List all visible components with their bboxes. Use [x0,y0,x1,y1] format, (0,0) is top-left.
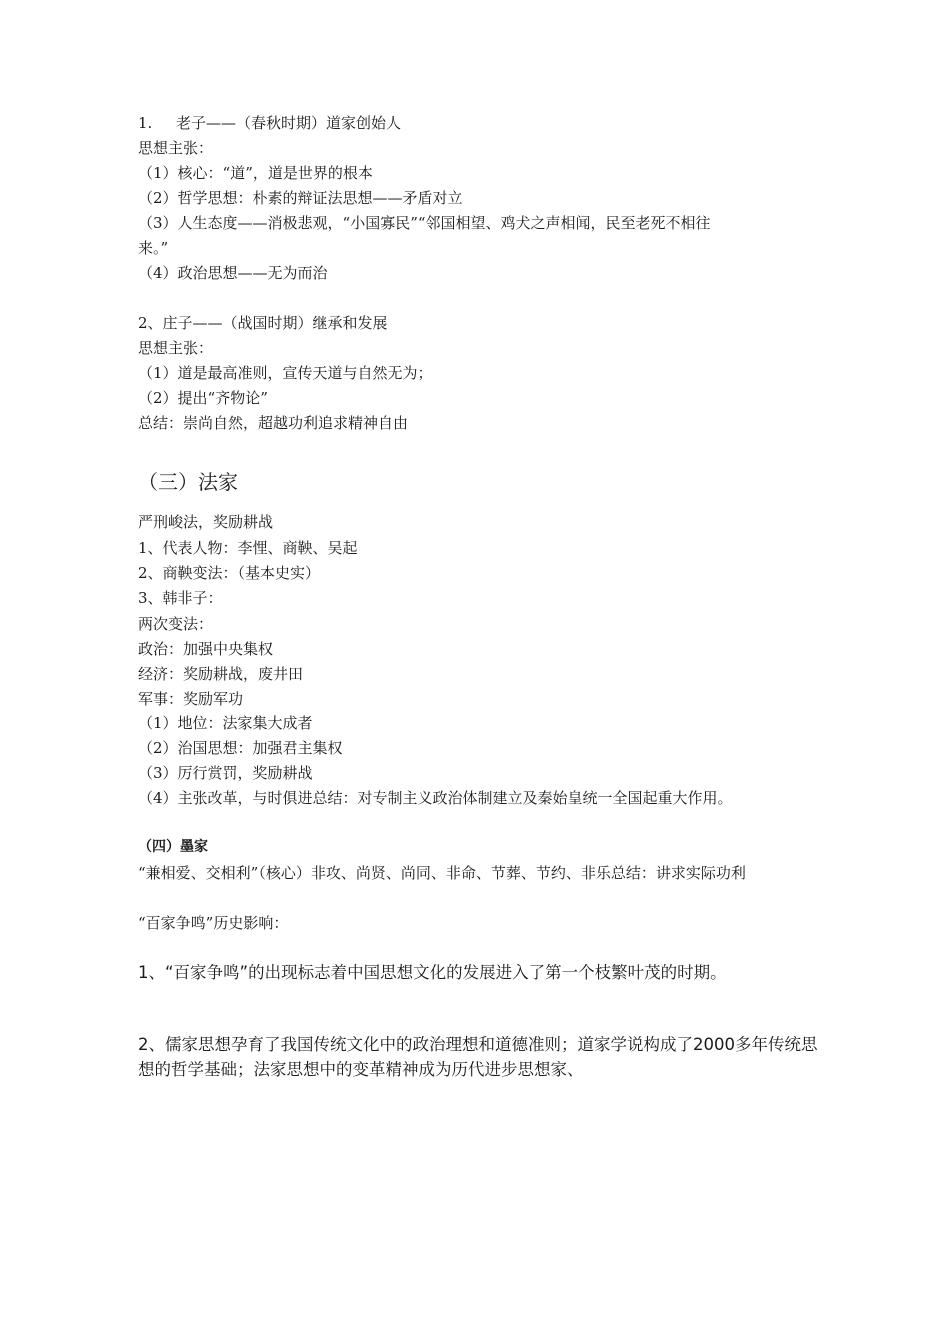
impact-paragraph-2: 2、儒家思想孕育了我国传统文化中的政治理想和道德准则；道家学说构成了2000多年传统思想的哲学基础；法家思想中的变革精神成为历代进步思想家、 [138,1035,818,1079]
legalism-heading: （三）法家 [138,470,238,494]
legalism-line: （3）厉行赏罚，奖励耕战 [138,764,313,782]
legalism-line: 军事：奖励军功 [138,690,244,708]
legalism-line: 严刑峻法，奖励耕战 [138,513,274,531]
mohism-heading: （四）墨家 [138,839,208,855]
zhuangzi-item-1: （1）道是最高准则，宣传天道与自然无为； [138,364,433,382]
legalism-line: 2、商鞅变法：（基本史实） [138,564,321,582]
zhuangzi-summary: 总结：崇尚自然，超越功利追求精神自由 [138,414,409,432]
legalism-line: （4）主张改革，与时俱进总结：对专制主义政治体制建立及秦始皇统一全国起重大作用。 [138,789,733,807]
impact-paragraph-1: 1、“百家争鸣”的出现标志着中国思想文化的发展进入了第一个枝繁叶茂的时期。 [138,963,727,982]
zhuangzi-title: 2、庄子——（战国时期）继承和发展 [138,314,388,332]
legalism-line: （2）治国思想：加强君主集权 [138,739,343,757]
zhuangzi-item-2: （2）提出“齐物论” [138,389,268,407]
laozi-item-3-cont: 来。” [138,239,169,257]
laozi-title-text: 老子——（春秋时期）道家创始人 [176,114,402,132]
laozi-item-2: （2）哲学思想：朴素的辩证法思想——矛盾对立 [138,189,463,207]
laozi-item-3: （3）人生态度——消极悲观，“小国寡民”“邻国相望、鸡犬之声相闻，民至老死不相往 [138,214,711,232]
laozi-number: 1. [138,114,153,132]
zhuangzi-claims-label: 思想主张： [138,339,214,357]
laozi-claims-label: 思想主张： [138,139,214,157]
legalism-line: 两次变法： [138,615,214,633]
legalism-line: 3、韩非子： [138,589,223,607]
mohism-text: “兼相爱、交相利”（核心）非攻、尚贤、尚同、非命、节葬、节约、非乐总结：讲求实际功利 [138,864,746,882]
legalism-line: 经济：奖励耕战，废井田 [138,665,304,683]
impact-label: “百家争鸣”历史影响： [138,914,289,932]
legalism-line: 1、代表人物：李悝、商鞅、吴起 [138,539,358,557]
legalism-line: （1）地位：法家集大成者 [138,714,313,732]
legalism-line: 政治：加强中央集权 [138,640,274,658]
laozi-item-4: （4）政治思想——无为而治 [138,264,328,282]
laozi-title [138,113,401,133]
laozi-item-1: （1）核心：“道”，道是世界的根本 [138,164,373,182]
